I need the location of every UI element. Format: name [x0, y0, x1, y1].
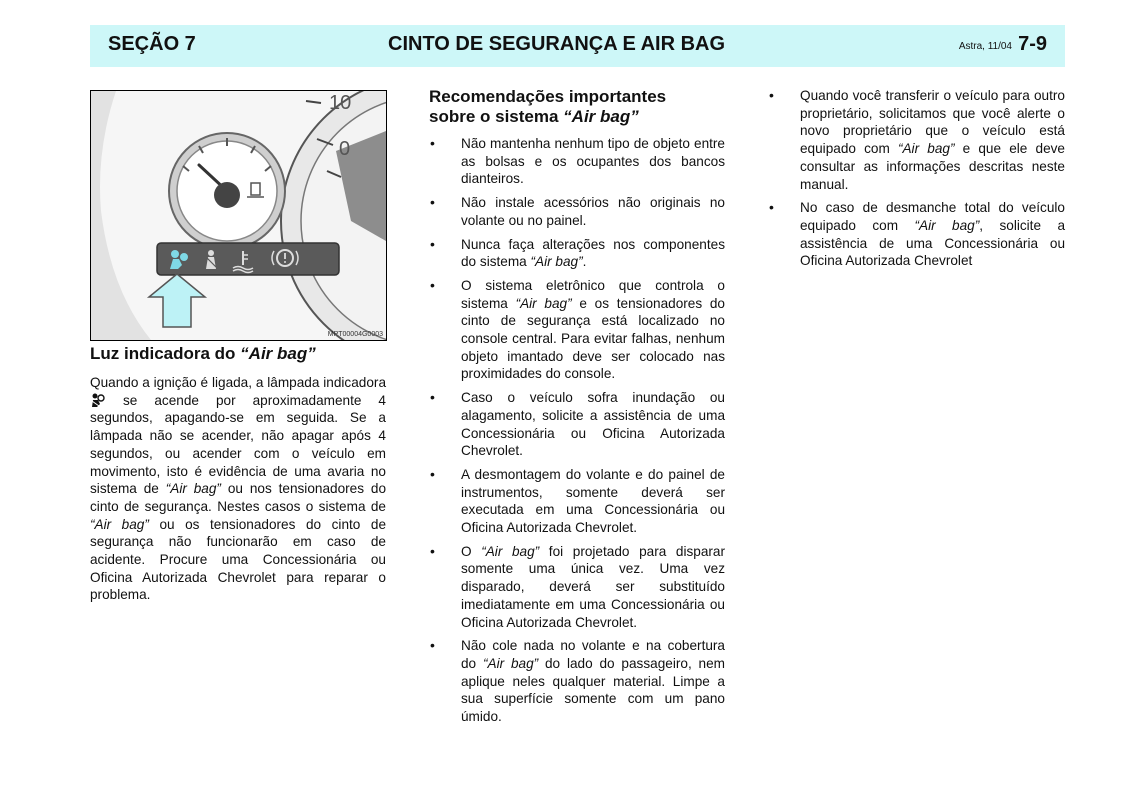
list-item: • No caso de desmanche total do veículo equipado com “Air bag”, solicite a assistência de uma Concessionária ou Oficina Autorizada Chevrolet — [768, 199, 1065, 270]
additional-recommendations-list — [768, 87, 1065, 276]
page-number: 7-9 — [1018, 33, 1047, 55]
fuel-gauge-icon — [169, 133, 285, 249]
list-item: • Não cole nada no volante e na cobertura do “Air bag” do lado do passageiro, nem aplique neles qualquer material. Limpe a sua superfície somente com um pano úmido. — [429, 637, 725, 726]
list-item: • Não mantenha nenhum tipo de objeto entre as bolsas e os ocupantes dos bancos dianteiros. — [429, 135, 725, 188]
indicator-paragraph — [90, 374, 386, 604]
paragraph-text: ou nos tensionadores do cinto de segurança. Nestes casos o sistema de — [90, 481, 387, 514]
heading-line: Recomendações importantes — [429, 87, 667, 106]
subheading-text: Luz indicadora do — [90, 344, 241, 363]
figure-code: MPT00004G0003 — [327, 331, 383, 338]
list-item: • Quando você transferir o veículo para outro proprietário, solicitamos que você alerte o novo proprietário que o veículo está equipado com “Air bag” e que ele deve consultar as informações descritas neste manual. — [768, 87, 1065, 193]
paragraph-text: Quando a ignição é ligada, a lâmpada indicadora — [90, 375, 386, 390]
recommendations-list — [429, 135, 725, 732]
list-item: • A desmontagem do volante e do painel de instrumentos, somente deverá ser executada em uma Concessionária ou Oficina Autorizada Chevrolet. — [429, 466, 725, 537]
instrument-cluster-figure — [90, 90, 387, 341]
subheading-italic: “Air bag” — [240, 344, 316, 363]
page-title: CINTO DE SEGURANÇA E AIR BAG — [388, 33, 726, 55]
list-item: • O “Air bag” foi projetado para disparar somente uma única vez. Uma vez disparado, deverá ser substituído imediatamente em uma Concessionária ou Oficina Autorizada Chevrolet. — [429, 543, 725, 632]
airbag-term: “Air bag” — [165, 481, 221, 497]
edition-label: Astra, 11/04 — [958, 41, 1012, 52]
paragraph-text: ou os tensionadores do cinto de segurança não funcionarão em caso de acidente. Procure uma Concessionária ou Oficina Autorizada Chevrolet para reparar o problema. — [90, 516, 387, 603]
recommendations-heading — [429, 87, 725, 127]
airbag-term: “Air bag” — [90, 516, 149, 532]
heading-italic: “Air bag” — [563, 107, 639, 126]
list-item: • Nunca faça alterações nos componentes do sistema “Air bag”. — [429, 236, 725, 271]
section-subheading — [90, 344, 386, 364]
dial-label-10: 10 — [329, 92, 352, 114]
heading-line: sobre o sistema — [429, 107, 564, 126]
list-item: • Não instale acessórios não originais no volante ou no painel. — [429, 194, 725, 229]
airbag-indicator-icon — [90, 393, 106, 407]
list-item: • Caso o veículo sofra inundação ou alagamento, solicite a assistência de uma Concessionária ou Oficina Autorizada Chevrolet. — [429, 389, 725, 460]
list-item: • O sistema eletrônico que controla o sistema “Air bag” e os tensionadores do cinto de segurança está localizado no console central. Para evitar falhas, nenhum objeto imantado deve ser colocado nas proximidades do console. — [429, 277, 725, 383]
paragraph-text: se acende por aproximadamente 4 segundos, apagando-se em seguida. Se a lâmpada não se acender, não apagar após 4 segundos, ou acender com o veículo em movimento, isto é evidência de uma avaria no sistema de — [90, 392, 386, 497]
dial-label-0: 0 — [339, 138, 351, 160]
section-number: SEÇÃO 7 — [108, 33, 196, 55]
instrument-cluster-illustration — [91, 91, 386, 340]
page-header — [90, 25, 1065, 67]
